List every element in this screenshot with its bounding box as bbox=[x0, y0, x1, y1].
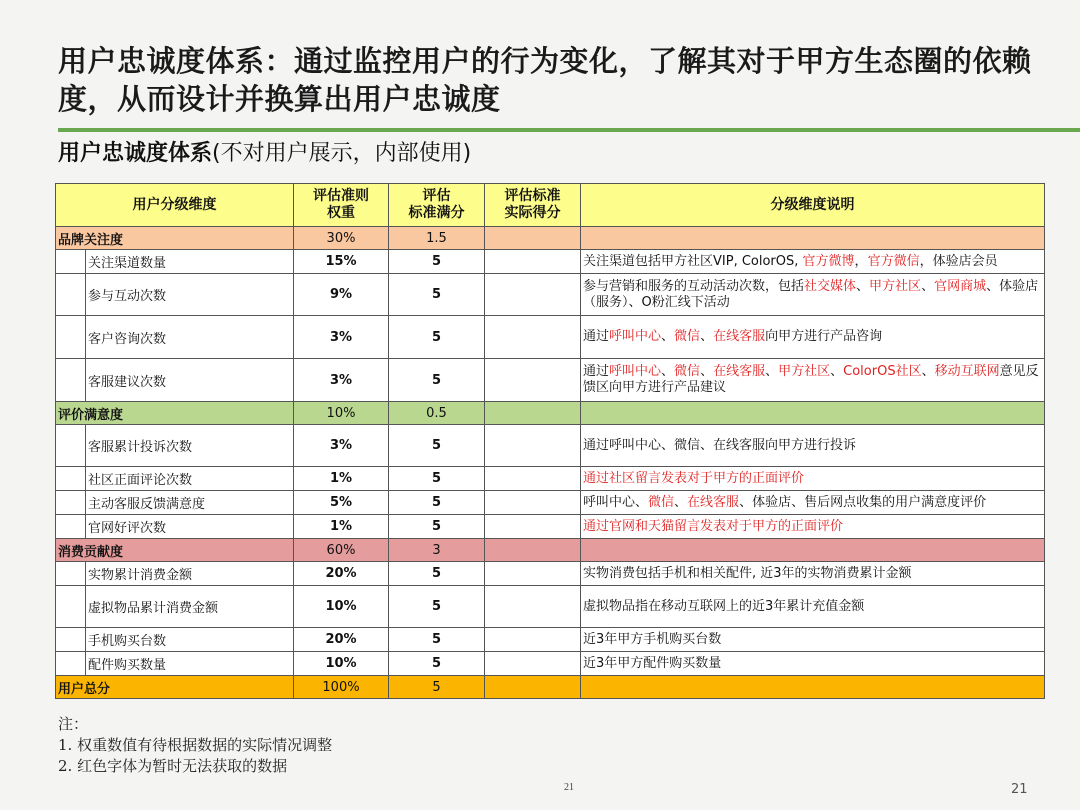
description-text: 近3年甲方手机购买台数 bbox=[583, 631, 722, 647]
actual-score-value bbox=[485, 491, 581, 515]
row-indent bbox=[56, 359, 86, 402]
weight-value: 3% bbox=[294, 425, 389, 467]
full-score-value: 5 bbox=[389, 274, 485, 316]
category-label: 品牌关注度 bbox=[56, 227, 294, 250]
category-row bbox=[56, 402, 1045, 425]
dimension-label: 手机购买台数 bbox=[86, 628, 294, 652]
header-desc: 分级维度说明 bbox=[581, 184, 1045, 227]
category-full-score: 1.5 bbox=[389, 227, 485, 250]
description-text: 、 bbox=[700, 364, 714, 379]
description-text: ， bbox=[854, 253, 868, 269]
category-label: 消费贡献度 bbox=[56, 539, 294, 562]
description-text: 、 bbox=[921, 364, 935, 379]
subtitle-normal: (不对用户展示，内部使用) bbox=[212, 141, 472, 166]
description-text: 呼叫中心、 bbox=[583, 494, 649, 510]
row-indent bbox=[56, 274, 86, 316]
dimension-label: 实物累计消费金额 bbox=[86, 562, 294, 586]
unavailable-data-text: 社交媒体 bbox=[804, 278, 857, 294]
table-row bbox=[56, 425, 1045, 467]
header-actual: 评估标准 实际得分 bbox=[485, 184, 581, 227]
dimension-description bbox=[581, 425, 1045, 467]
full-score-value: 5 bbox=[389, 250, 485, 274]
description-text: 通过呼叫中心、微信、在线客服向甲方进行投诉 bbox=[583, 437, 857, 453]
weight-value: 9% bbox=[294, 274, 389, 316]
dimension-description bbox=[581, 274, 1045, 316]
weight-value: 15% bbox=[294, 250, 389, 274]
description-text: 、 bbox=[856, 278, 870, 294]
full-score-value: 5 bbox=[389, 628, 485, 652]
dimension-description bbox=[581, 250, 1045, 274]
weight-value: 10% bbox=[294, 586, 389, 628]
description-text: 实物消费包括手机和相关配件, 近3年的实物消费累计金额 bbox=[583, 565, 912, 581]
table-row bbox=[56, 586, 1045, 628]
dimension-label: 客服建议次数 bbox=[86, 359, 294, 402]
category-full-score: 5 bbox=[389, 676, 485, 699]
category-weight: 100% bbox=[294, 676, 389, 699]
actual-score-value bbox=[485, 250, 581, 274]
dimension-description bbox=[581, 359, 1045, 402]
row-indent bbox=[56, 652, 86, 676]
unavailable-data-text: 官方微博 bbox=[802, 253, 855, 269]
description-text: 、 bbox=[674, 494, 688, 510]
dimension-description bbox=[581, 628, 1045, 652]
category-label: 评价满意度 bbox=[56, 402, 294, 425]
dimension-description bbox=[581, 491, 1045, 515]
table-row bbox=[56, 652, 1045, 676]
row-indent bbox=[56, 515, 86, 539]
dimension-label: 配件购买数量 bbox=[86, 652, 294, 676]
weight-value: 1% bbox=[294, 515, 389, 539]
description-text: 、体验店、售后网点收集的用户满意度评价 bbox=[739, 494, 987, 510]
weight-value: 3% bbox=[294, 316, 389, 359]
description-text: 、 bbox=[765, 364, 779, 379]
actual-score-value bbox=[485, 586, 581, 628]
table-header-row bbox=[56, 184, 1045, 227]
dimension-label: 客服累计投诉次数 bbox=[86, 425, 294, 467]
unavailable-data-text: 在线客服 bbox=[687, 494, 740, 510]
full-score-value: 5 bbox=[389, 359, 485, 402]
subtitle-bold: 用户忠诚度体系 bbox=[58, 141, 213, 166]
category-actual-score bbox=[485, 676, 581, 699]
full-score-value: 5 bbox=[389, 515, 485, 539]
category-row bbox=[56, 227, 1045, 250]
unavailable-data-text: 官网商城 bbox=[934, 278, 987, 294]
row-indent bbox=[56, 628, 86, 652]
description-text: 、 bbox=[921, 278, 935, 294]
actual-score-value bbox=[485, 274, 581, 316]
row-indent bbox=[56, 250, 86, 274]
category-actual-score bbox=[485, 539, 581, 562]
description-text: ，体验店会员 bbox=[919, 253, 998, 269]
page-title: 用户忠诚度体系：通过监控用户的行为变化，了解其对于甲方生态圈的依赖度，从而设计并换算出用户忠诚度 bbox=[58, 44, 1032, 116]
description-text: 向甲方进行产品咨询 bbox=[765, 329, 883, 344]
row-indent bbox=[56, 562, 86, 586]
dimension-label: 参与互动次数 bbox=[86, 274, 294, 316]
description-text: 、 bbox=[700, 329, 714, 344]
table-row bbox=[56, 628, 1045, 652]
description-text: 虚拟物品指在移动互联网上的近3年累计充值金额 bbox=[583, 598, 865, 614]
dimension-description bbox=[581, 586, 1045, 628]
title-divider bbox=[58, 128, 1080, 132]
category-full-score: 3 bbox=[389, 539, 485, 562]
table-row bbox=[56, 250, 1045, 274]
unavailable-data-text: 移动互联网 bbox=[934, 364, 1000, 379]
description-text: 、体验店（服务）、O粉汇线下活动 bbox=[583, 278, 1039, 310]
category-weight: 10% bbox=[294, 402, 389, 425]
unavailable-data-text: ColorOS社区 bbox=[843, 364, 922, 379]
category-actual-score bbox=[485, 402, 581, 425]
weight-value: 10% bbox=[294, 652, 389, 676]
note-heading: 注： bbox=[58, 715, 89, 733]
description-text: 意见反馈区向甲方进行产品建议 bbox=[583, 364, 1039, 395]
unavailable-data-text: 官方微信 bbox=[867, 253, 920, 269]
dimension-description bbox=[581, 562, 1045, 586]
weight-value: 5% bbox=[294, 491, 389, 515]
description-text: 参与营销和服务的互动活动次数，包括 bbox=[583, 278, 805, 294]
weight-value: 20% bbox=[294, 628, 389, 652]
weight-value: 3% bbox=[294, 359, 389, 402]
actual-score-value bbox=[485, 425, 581, 467]
full-score-value: 5 bbox=[389, 562, 485, 586]
table-row bbox=[56, 515, 1045, 539]
full-score-value: 5 bbox=[389, 425, 485, 467]
category-desc bbox=[581, 539, 1045, 562]
page-number: 21 bbox=[1011, 782, 1028, 797]
page-number-center: 21 bbox=[564, 782, 574, 793]
category-desc bbox=[581, 676, 1045, 699]
unavailable-data-text: 甲方社区 bbox=[869, 278, 922, 294]
dimension-label: 客户咨询次数 bbox=[86, 316, 294, 359]
note-item: 1. 权重数值有待根据数据的实际情况调整 bbox=[58, 736, 333, 754]
header-dimension: 用户分级维度 bbox=[56, 184, 294, 227]
row-indent bbox=[56, 467, 86, 491]
actual-score-value bbox=[485, 628, 581, 652]
full-score-value: 5 bbox=[389, 652, 485, 676]
description-text: 通过 bbox=[583, 329, 610, 344]
loyalty-table bbox=[55, 183, 1045, 699]
header-full: 评估 标准满分 bbox=[389, 184, 485, 227]
unavailable-data-text: 微信 bbox=[674, 364, 701, 379]
dimension-label: 官网好评次数 bbox=[86, 515, 294, 539]
dimension-label: 社区正面评论次数 bbox=[86, 467, 294, 491]
actual-score-value bbox=[485, 652, 581, 676]
weight-value: 1% bbox=[294, 467, 389, 491]
row-indent bbox=[56, 425, 86, 467]
unavailable-data-text: 呼叫中心 bbox=[609, 364, 662, 379]
dimension-description bbox=[581, 652, 1045, 676]
description-text: 、 bbox=[830, 364, 844, 379]
description-text: 近3年甲方配件购买数量 bbox=[583, 655, 722, 671]
dimension-label: 主动客服反馈满意度 bbox=[86, 491, 294, 515]
table-row bbox=[56, 562, 1045, 586]
description-text: 关注渠道包括甲方社区VIP, ColorOS, bbox=[583, 253, 803, 269]
category-weight: 60% bbox=[294, 539, 389, 562]
description-text: 、 bbox=[661, 329, 675, 344]
row-indent bbox=[56, 491, 86, 515]
table-row bbox=[56, 467, 1045, 491]
row-indent bbox=[56, 586, 86, 628]
category-row bbox=[56, 676, 1045, 699]
dimension-label: 虚拟物品累计消费金额 bbox=[86, 586, 294, 628]
unavailable-data-text: 通过官网和天猫留言发表对于甲方的正面评价 bbox=[583, 518, 844, 534]
full-score-value: 5 bbox=[389, 586, 485, 628]
actual-score-value bbox=[485, 467, 581, 491]
description-text: 、 bbox=[661, 364, 675, 379]
actual-score-value bbox=[485, 562, 581, 586]
unavailable-data-text: 呼叫中心 bbox=[609, 329, 662, 344]
actual-score-value bbox=[485, 359, 581, 402]
weight-value: 20% bbox=[294, 562, 389, 586]
row-indent bbox=[56, 316, 86, 359]
table-row bbox=[56, 316, 1045, 359]
dimension-label: 关注渠道数量 bbox=[86, 250, 294, 274]
unavailable-data-text: 在线客服 bbox=[713, 329, 766, 344]
category-row bbox=[56, 539, 1045, 562]
unavailable-data-text: 微信 bbox=[648, 494, 675, 510]
category-label: 用户总分 bbox=[56, 676, 294, 699]
table-row bbox=[56, 491, 1045, 515]
table-row bbox=[56, 274, 1045, 316]
unavailable-data-text: 微信 bbox=[674, 329, 701, 344]
header-weight: 评估准则 权重 bbox=[294, 184, 389, 227]
dimension-description bbox=[581, 467, 1045, 491]
full-score-value: 5 bbox=[389, 491, 485, 515]
table-row bbox=[56, 359, 1045, 402]
unavailable-data-text: 在线客服 bbox=[713, 364, 766, 379]
full-score-value: 5 bbox=[389, 316, 485, 359]
category-weight: 30% bbox=[294, 227, 389, 250]
unavailable-data-text: 通过社区留言发表对于甲方的正面评价 bbox=[583, 470, 805, 486]
description-text: 通过 bbox=[583, 364, 610, 379]
actual-score-value bbox=[485, 316, 581, 359]
category-full-score: 0.5 bbox=[389, 402, 485, 425]
category-desc bbox=[581, 402, 1045, 425]
actual-score-value bbox=[485, 515, 581, 539]
dimension-description bbox=[581, 515, 1045, 539]
note-item: 2. 红色字体为暂时无法获取的数据 bbox=[58, 757, 288, 775]
full-score-value: 5 bbox=[389, 467, 485, 491]
footnotes bbox=[58, 714, 332, 777]
section-subtitle bbox=[58, 138, 471, 170]
unavailable-data-text: 甲方社区 bbox=[778, 364, 831, 379]
category-actual-score bbox=[485, 227, 581, 250]
category-desc bbox=[581, 227, 1045, 250]
dimension-description bbox=[581, 316, 1045, 359]
